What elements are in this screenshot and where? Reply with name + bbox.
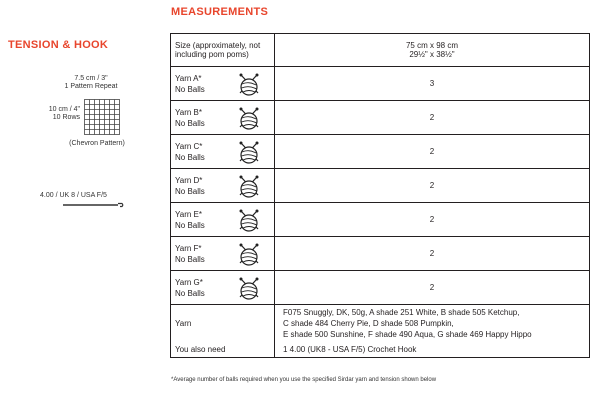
yarn-desc-label: Yarn (171, 305, 275, 342)
balls-label: No Balls (175, 152, 205, 162)
yarn-label: Yarn B* (175, 107, 202, 117)
yarn-desc-line-3: E shade 500 Sunshine, F shade 490 Aqua, G shade 469 Happy Hippo (283, 329, 532, 339)
size-value-metric: 75 cm x 98 cm (405, 41, 458, 50)
yarn-desc-line-2: C shade 484 Cherry Pie, D shade 508 Pumpkin, (283, 318, 454, 328)
measurements-heading: MEASUREMENTS (171, 6, 269, 18)
measurements-table (170, 33, 590, 358)
yarn-ball-icon (236, 275, 262, 301)
yarn-row (171, 237, 590, 271)
size-label: Size (approximately, not (175, 41, 261, 50)
yarn-row (171, 271, 590, 305)
also-need-row (171, 341, 590, 358)
size-value-imperial: 29½" x 38½" (409, 50, 455, 59)
yarn-ball-icon (236, 207, 262, 233)
balls-label: No Balls (175, 220, 205, 230)
yarn-row (171, 67, 590, 101)
size-row (171, 34, 590, 67)
yarn-label: Yarn D* (175, 175, 203, 185)
hook-size-label: 4.00 / UK 8 / USA F/5 (40, 192, 107, 199)
yarn-qty: 2 (275, 101, 590, 135)
balls-label: No Balls (175, 118, 205, 128)
yarn-ball-icon (236, 241, 262, 267)
swatch-width-sub: 1 Pattern Repeat (64, 83, 118, 90)
yarn-ball-icon (236, 71, 262, 97)
yarn-qty: 3 (275, 67, 590, 101)
footnote: *Average number of balls required when you use the specified Sirdar yarn and tension shown below (171, 377, 437, 383)
yarn-ball-icon (236, 105, 262, 131)
size-label-2: including pom poms) (175, 50, 249, 59)
tension-grid-icon (84, 99, 120, 135)
yarn-qty: 2 (275, 203, 590, 237)
yarn-desc-line-1: F075 Snuggly, DK, 50g, A shade 251 White, B shade 505 Ketchup, (283, 307, 520, 317)
balls-label: No Balls (175, 254, 205, 264)
swatch-height-sub: 10 Rows (52, 114, 80, 121)
balls-label: No Balls (175, 288, 205, 298)
crochet-hook-icon (62, 201, 124, 209)
yarn-ball-icon (236, 173, 262, 199)
yarn-label: Yarn F* (175, 243, 202, 253)
swatch-width-label: 7.5 cm / 3" (74, 75, 108, 82)
yarn-desc-row (171, 305, 590, 342)
also-need-value: 1 4.00 (UK8 - USA F/5) Crochet Hook (275, 341, 590, 358)
balls-label: No Balls (175, 84, 205, 94)
yarn-qty: 2 (275, 135, 590, 169)
yarn-label: Yarn G* (175, 277, 203, 287)
yarn-qty: 2 (275, 237, 590, 271)
yarn-ball-icon (236, 139, 262, 165)
balls-label: No Balls (175, 186, 205, 196)
yarn-qty: 2 (275, 271, 590, 305)
yarn-qty: 2 (275, 169, 590, 203)
swatch-height-label: 10 cm / 4" (48, 106, 80, 113)
yarn-row (171, 135, 590, 169)
also-need-label: You also need (171, 341, 275, 358)
swatch-caption: (Chevron Pattern) (69, 140, 125, 147)
yarn-label: Yarn E* (175, 209, 202, 219)
yarn-label: Yarn A* (175, 73, 202, 83)
yarn-row (171, 101, 590, 135)
yarn-row (171, 169, 590, 203)
tension-hook-heading: TENSION & HOOK (8, 39, 109, 51)
yarn-label: Yarn C* (175, 141, 203, 151)
yarn-row (171, 203, 590, 237)
